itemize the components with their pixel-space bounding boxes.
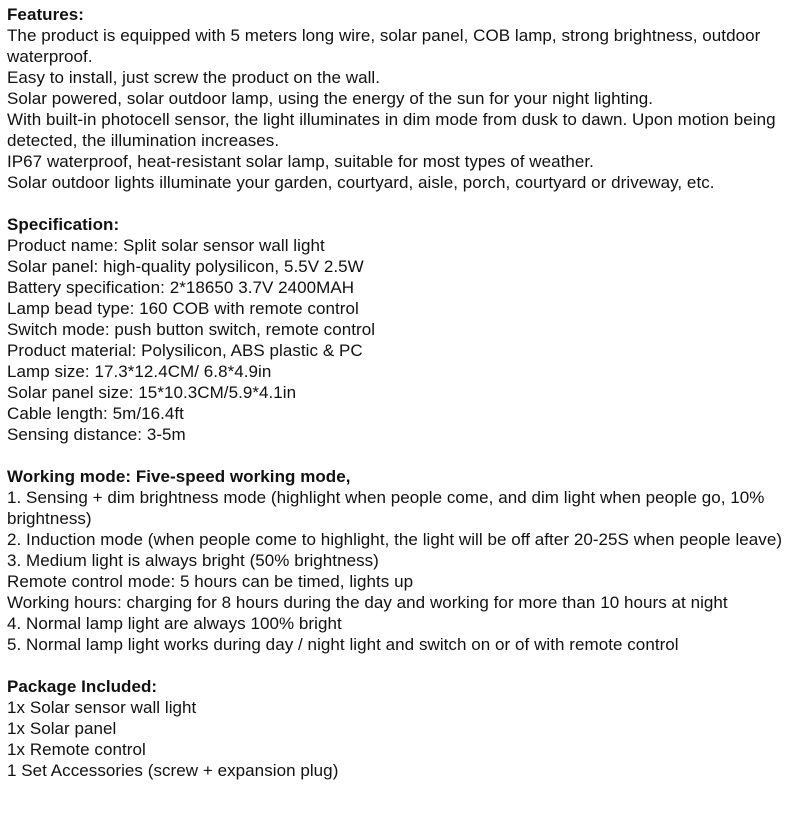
- product-description-document: [7, 4, 787, 781]
- features-list: [7, 25, 787, 193]
- specification-section: [7, 214, 787, 445]
- spec-line: Battery specification: 2*18650 3.7V 2400MAH: [7, 278, 355, 297]
- working-mode-line: 2. Induction mode (when people come to highlight, the light will be off after 20-25S when people leave): [7, 530, 783, 549]
- working-mode-line: 3. Medium light is always bright (50% brightness): [7, 551, 379, 570]
- working-mode-heading: Working mode: Five-speed working mode,: [7, 467, 351, 486]
- features-line: Solar outdoor lights illuminate your garden, courtyard, aisle, porch, courtyard or driveway, etc.: [7, 173, 715, 192]
- spec-line: Product material: Polysilicon, ABS plastic & PC: [7, 341, 363, 360]
- features-line: The product is equipped with 5 meters long wire, solar panel, COB lamp, strong brightness, outdoor waterproof.: [7, 26, 761, 66]
- package-line: 1 Set Accessories (screw + expansion plug): [7, 761, 339, 780]
- features-section: [7, 4, 787, 193]
- working-mode-line: 1. Sensing + dim brightness mode (highlight when people come, and dim light when people go, 10% brightness): [7, 488, 765, 528]
- package-heading: Package Included:: [7, 677, 158, 696]
- package-list: [7, 697, 787, 781]
- spec-line: Sensing distance: 3-5m: [7, 425, 186, 444]
- features-line: Solar powered, solar outdoor lamp, using the energy of the sun for your night lighting.: [7, 89, 654, 108]
- features-line: With built-in photocell sensor, the light illuminates in dim mode from dusk to dawn. Upon motion being detected, the illumination increases.: [7, 110, 776, 150]
- specification-heading: Specification:: [7, 215, 120, 234]
- package-line: 1x Solar sensor wall light: [7, 698, 197, 717]
- package-line: 1x Remote control: [7, 740, 146, 759]
- spec-line: Switch mode: push button switch, remote control: [7, 320, 376, 339]
- specification-list: [7, 235, 787, 445]
- working-mode-line: Remote control mode: 5 hours can be timed, lights up: [7, 572, 414, 591]
- spec-line: Lamp bead type: 160 COB with remote control: [7, 299, 359, 318]
- features-heading: Features:: [7, 5, 84, 24]
- features-line: Easy to install, just screw the product on the wall.: [7, 68, 380, 87]
- working-mode-line: Working hours: charging for 8 hours during the day and working for more than 10 hours at night: [7, 593, 728, 612]
- features-line: IP67 waterproof, heat-resistant solar lamp, suitable for most types of weather.: [7, 152, 594, 171]
- spec-line: Product name: Split solar sensor wall light: [7, 236, 325, 255]
- working-mode-list: [7, 487, 787, 655]
- spec-line: Cable length: 5m/16.4ft: [7, 404, 184, 423]
- section-spacer: [7, 193, 787, 214]
- spec-line: Solar panel size: 15*10.3CM/5.9*4.1in: [7, 383, 297, 402]
- package-line: 1x Solar panel: [7, 719, 117, 738]
- package-section: [7, 676, 787, 781]
- spec-line: Lamp size: 17.3*12.4CM/ 6.8*4.9in: [7, 362, 272, 381]
- spec-line: Solar panel: high-quality polysilicon, 5.5V 2.5W: [7, 257, 364, 276]
- section-spacer: [7, 445, 787, 466]
- working-mode-line: 4. Normal lamp light are always 100% bright: [7, 614, 342, 633]
- working-mode-section: [7, 466, 787, 655]
- section-spacer: [7, 655, 787, 676]
- working-mode-line: 5. Normal lamp light works during day / night light and switch on or of with remote control: [7, 635, 679, 654]
